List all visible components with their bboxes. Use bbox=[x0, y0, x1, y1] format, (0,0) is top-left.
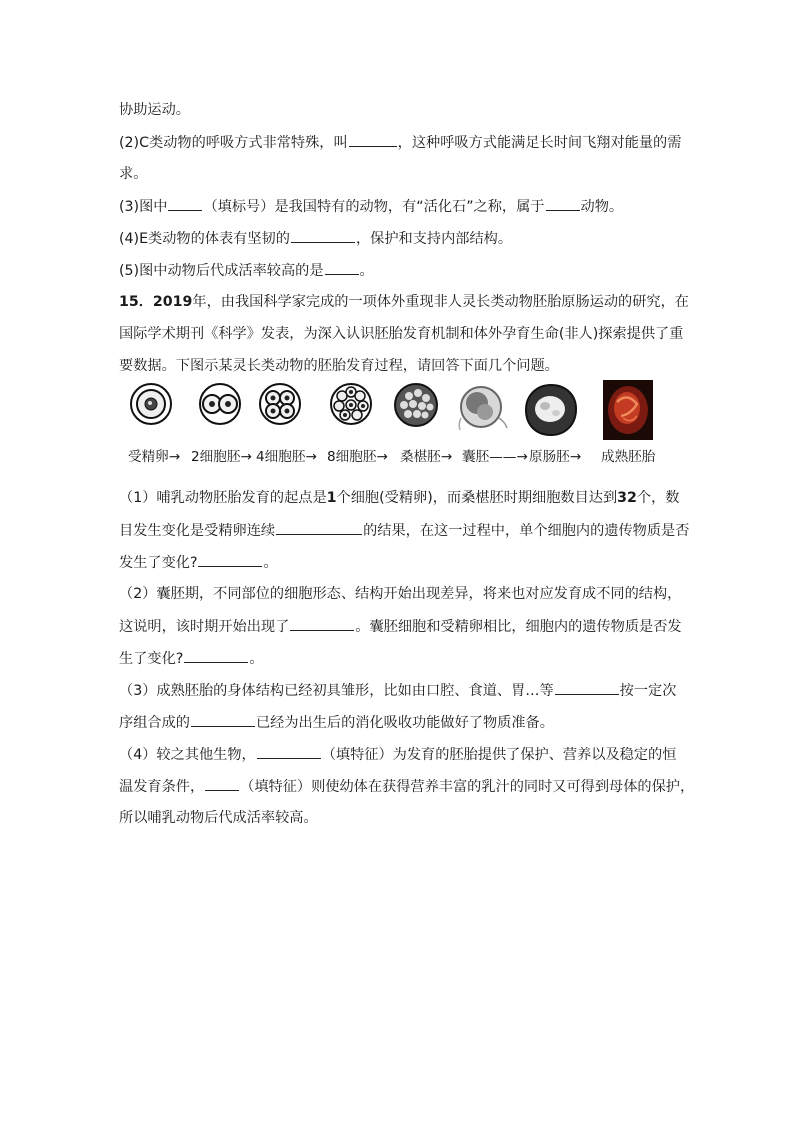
caption-gastrula: 原肠胚→ bbox=[529, 449, 582, 465]
four-cell-embryo-image bbox=[257, 382, 303, 426]
blastocyst-image bbox=[455, 382, 509, 434]
two-cell-embryo-image bbox=[197, 382, 243, 426]
text-line: 这说明，该时期开始出现了 。囊胚细胞和受精卵相比，细胞内的遗传物质是否发 bbox=[119, 616, 679, 637]
sub-question-1: （1）哺乳动物胚胎发育的起点是1个细胞(受精卵)，而桑椹胚时期细胞数目达到32个，数 bbox=[119, 490, 680, 506]
mature-embryo-image bbox=[603, 380, 653, 440]
text-line: 温发育条件， （填特征）则使幼体在获得营养丰富的乳汁的同时又可得到母体的保护， bbox=[119, 776, 679, 797]
caption-two-cell: 2细胞胚→ bbox=[191, 449, 252, 465]
text-line: 求。 bbox=[119, 166, 148, 182]
question-3: (3)图中 （填标号）是我国特有的动物，有“活化石”之称，属于 动物。 bbox=[119, 196, 679, 217]
question-2: (2)C类动物的呼吸方式非常特殊，叫 ，这种呼吸方式能满足长时间飞翔对能量的需 bbox=[119, 132, 679, 153]
text-line: 生了变化? 。 bbox=[119, 648, 679, 669]
morula-image bbox=[391, 382, 441, 428]
answer-blank[interactable] bbox=[191, 712, 255, 727]
caption-fertilized-egg: 受精卵→ bbox=[128, 449, 181, 465]
caption-mature-embryo: 成熟胚胎 bbox=[601, 449, 656, 465]
answer-blank[interactable] bbox=[198, 552, 262, 567]
caption-morula: 桑椹胚→ bbox=[400, 449, 453, 465]
text-line: 协助运动。 bbox=[119, 102, 190, 118]
caption-blastocyst: 囊胚——→ bbox=[462, 449, 528, 465]
caption-eight-cell: 8细胞胚→ bbox=[327, 449, 388, 465]
sub-question-3: （3）成熟胚胎的身体结构已经初具雏形，比如由口腔、食道、胃…等 按一定次 bbox=[119, 680, 679, 701]
answer-blank[interactable] bbox=[290, 616, 354, 631]
answer-blank[interactable] bbox=[276, 520, 362, 535]
text-line: 要数据。下图示某灵长类动物的胚胎发育过程，请回答下面几个问题。 bbox=[119, 358, 559, 374]
answer-blank[interactable] bbox=[546, 196, 580, 211]
question-5: (5)图中动物后代成活率较高的是 。 bbox=[119, 260, 679, 281]
sub-question-2: （2）囊胚期，不同部位的细胞形态、结构开始出现差异，将来也对应发育成不同的结构， bbox=[119, 586, 682, 602]
eight-cell-embryo-image bbox=[327, 382, 375, 426]
embryo-development-diagram bbox=[119, 382, 679, 474]
sub-question-4: （4）较之其他生物， （填特征）为发育的胚胎提供了保护、营养以及稳定的恒 bbox=[119, 744, 679, 765]
text-line: 所以哺乳动物后代成活率较高。 bbox=[119, 810, 318, 826]
answer-blank[interactable] bbox=[168, 196, 202, 211]
text-line: 序组合成的 已经为出生后的消化吸收功能做好了物质准备。 bbox=[119, 712, 679, 733]
text-line: 目发生变化是受精卵连续 的结果，在这一过程中，单个细胞内的遗传物质是否 bbox=[119, 520, 679, 541]
answer-blank[interactable] bbox=[291, 228, 355, 243]
gastrula-image bbox=[523, 382, 579, 438]
fertilized-egg-image bbox=[129, 382, 173, 426]
answer-blank[interactable] bbox=[555, 680, 619, 695]
answer-blank[interactable] bbox=[325, 260, 359, 275]
text-line: 发生了变化? 。 bbox=[119, 552, 679, 573]
answer-blank[interactable] bbox=[257, 744, 321, 759]
caption-four-cell: 4细胞胚→ bbox=[256, 449, 317, 465]
question-4: (4)E类动物的体表有坚韧的 ，保护和支持内部结构。 bbox=[119, 228, 679, 249]
question-15-intro: 15．2019年，由我国科学家完成的一项体外重现非人灵长类动物胚胎原肠运动的研究，在 bbox=[119, 294, 689, 310]
answer-blank[interactable] bbox=[349, 132, 397, 147]
answer-blank[interactable] bbox=[205, 776, 239, 791]
answer-blank[interactable] bbox=[184, 648, 248, 663]
text-line: 国际学术期刊《科学》发表，为深入认识胚胎发育机制和体外孕育生命(非人)探索提供了重 bbox=[119, 326, 684, 342]
